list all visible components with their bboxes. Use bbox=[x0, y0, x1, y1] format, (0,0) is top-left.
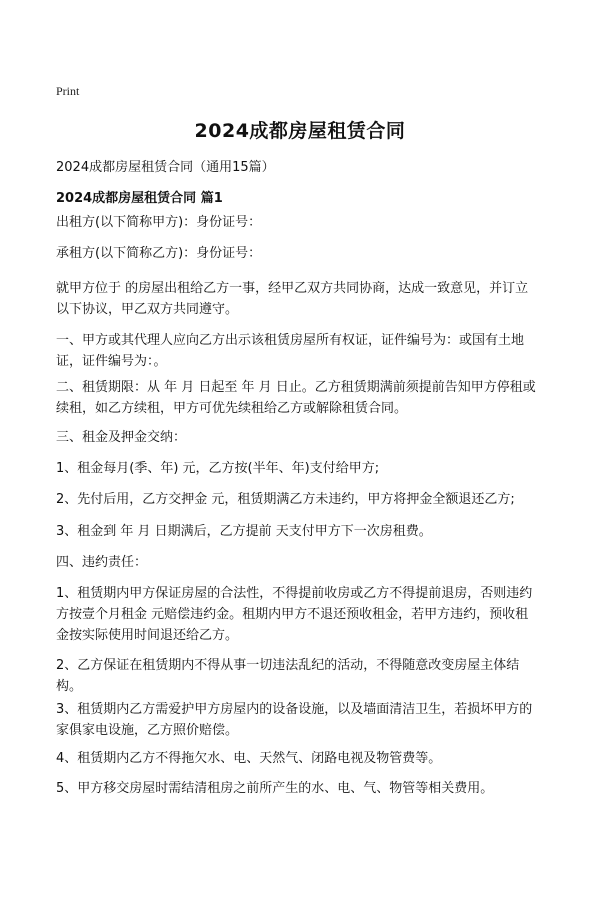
document-subtitle: 2024成都房屋租赁合同（通用15篇） bbox=[56, 160, 275, 175]
paragraph-rent-1: 1、租金每月(季、年) 元，乙方按(半年、年)支付给甲方; bbox=[56, 461, 380, 476]
paragraph-rent-3: 3、租金到 年 月 日期满后，乙方提前 天支付甲方下一次房租费。 bbox=[56, 524, 432, 539]
paragraph-clause-1: 一、甲方或其代理人应向乙方出示该租赁房屋所有权证，证件编号为：或国有土地证，证件编号为：。 bbox=[56, 333, 525, 369]
paragraph-liability-2: 2、乙方保证在租赁期内不得从事一切违法乱纪的活动，不得随意改变房屋主体结构。 bbox=[56, 658, 520, 694]
document-title: 2024成都房屋租赁合同 bbox=[194, 120, 406, 142]
paragraph-clause-2: 二、租赁期限：从 年 月 日起至 年 月 日止。乙方租赁期满前须提前告知甲方停租或续租，如乙方续租，甲方可优先续租给乙方或解除租赁合同。 bbox=[56, 380, 536, 416]
section-heading: 2024成都房屋租赁合同 篇1 bbox=[56, 191, 223, 206]
paragraph-clause-3: 三、租金及押金交纳： bbox=[56, 430, 187, 445]
paragraph-rent-2: 2、先付后用，乙方交押金 元，租赁期满乙方未违约，甲方将押金全额退还乙方; bbox=[56, 492, 515, 507]
paragraph-lessee: 承租方(以下简称乙方)：身份证号： bbox=[56, 246, 262, 261]
paragraph-lessor: 出租方(以下简称甲方)：身份证号： bbox=[56, 215, 262, 230]
paragraph-clause-4: 四、违约责任： bbox=[56, 555, 148, 570]
print-label: Print bbox=[56, 84, 80, 98]
paragraph-liability-3: 3、租赁期内乙方需爱护甲方房屋内的设备设施，以及墙面清洁卫生，若损坏甲方的家俱家电设施，乙方照价赔偿。 bbox=[56, 702, 533, 738]
paragraph-liability-4: 4、租赁期内乙方不得拖欠水、电、天然气、闭路电视及物管费等。 bbox=[56, 751, 442, 766]
paragraph-liability-5: 5、甲方移交房屋时需结清租房之前所产生的水、电、气、物管等相关费用。 bbox=[56, 781, 494, 796]
paragraph-intro: 就甲方位于 的房屋出租给乙方一事，经甲乙双方共同协商，达成一致意见，并订立以下协议，甲乙双方共同遵守。 bbox=[56, 281, 529, 317]
paragraph-liability-1: 1、租赁期内甲方保证房屋的合法性，不得提前收房或乙方不得提前退房，否则违约方按壹个月租金 元赔偿违约金。租期内甲方不退还预收租金，若甲方违约，预收租金按实际使用时间退还给乙方。 bbox=[56, 586, 533, 643]
